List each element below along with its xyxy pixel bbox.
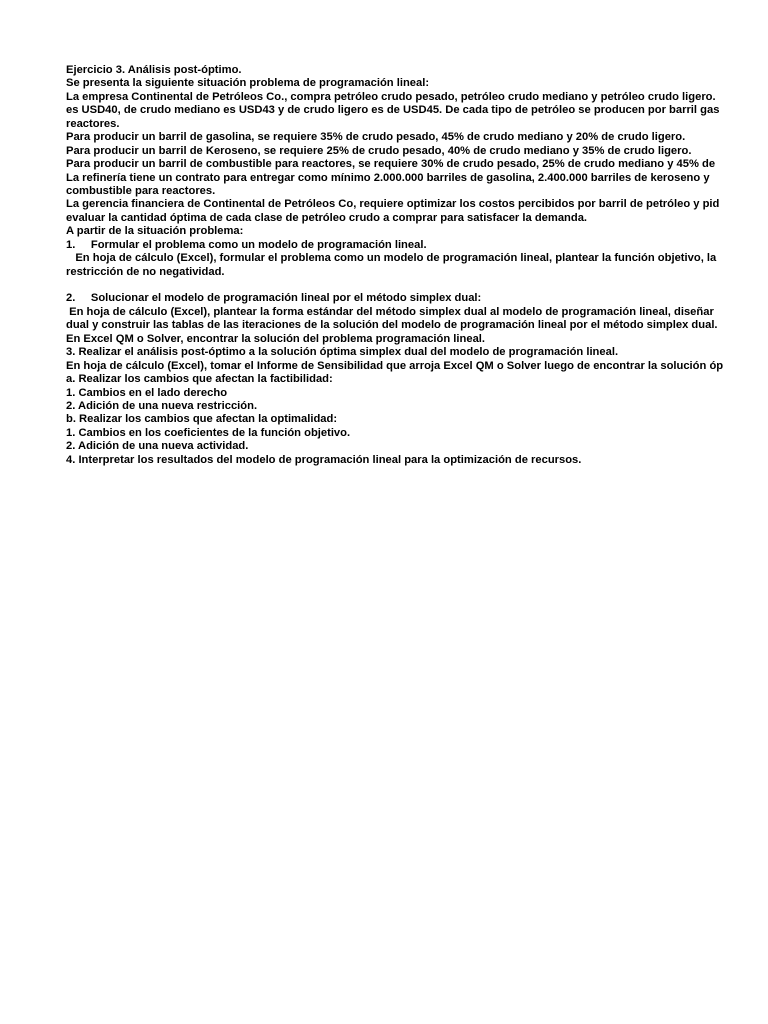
text-line: Para producir un barril de Keroseno, se requiere 25% de crudo pesado, 40% de crudo mediano y 35% de crudo ligero. bbox=[66, 144, 692, 157]
text-line: Para producir un barril de gasolina, se requiere 35% de crudo pesado, 45% de crudo mediano y 20% de crudo ligero. bbox=[66, 131, 686, 144]
list-item: 4. Interpretar los resultados del modelo de programación lineal para la optimización de recursos. bbox=[66, 453, 582, 466]
list-item: 1. Cambios en los coeficientes de la función objetivo. bbox=[66, 426, 351, 439]
blank-line bbox=[66, 279, 768, 292]
text-line: Se presenta la siguiente situación problema de programación lineal: bbox=[66, 77, 430, 90]
text-line: En Excel QM o Solver, encontrar la solución del problema programación lineal. bbox=[66, 332, 486, 345]
document-text bbox=[66, 64, 768, 467]
text-line: reactores. bbox=[66, 117, 120, 130]
text-line: restricción de no negatividad. bbox=[66, 265, 225, 278]
list-item: 3. Realizar el análisis post-óptimo a la solución óptima simplex dual del modelo de programación lineal. bbox=[66, 346, 619, 359]
text-line: En hoja de cálculo (Excel), tomar el Informe de Sensibilidad que arroja Excel QM o Solver luego de encontrar la solución óp bbox=[66, 359, 724, 372]
text-line: La empresa Continental de Petróleos Co., compra petróleo crudo pesado, petróleo crudo mediano y petróleo crudo ligero. bbox=[66, 90, 716, 103]
text-line: La refinería tiene un contrato para entregar como mínimo 2.000.000 barriles de gasolina, 2.400.000 barriles de keroseno y bbox=[66, 171, 710, 184]
text-line: combustible para reactores. bbox=[66, 184, 216, 197]
exercise-title: Ejercicio 3. Análisis post-óptimo. bbox=[66, 64, 242, 76]
text-line: En hoja de cálculo (Excel), formular el problema como un modelo de programación lineal, plantear la función objetivo, la bbox=[66, 252, 717, 265]
list-item: a. Realizar los cambios que afectan la factibilidad: bbox=[66, 373, 333, 386]
text-line: La gerencia financiera de Continental de Petróleos Co, requiere optimizar los costos percibidos por barril de petróleo y pid bbox=[66, 198, 720, 211]
list-item: b. Realizar los cambios que afectan la optimalidad: bbox=[66, 413, 338, 426]
text-line: es USD40, de crudo mediano es USD43 y de crudo ligero es de USD45. De cada tipo de petróleo se producen por barril gas bbox=[66, 104, 720, 117]
text-line: dual y construir las tablas de las iteraciones de la solución del modelo de programación lineal por el método simplex dual. bbox=[66, 319, 718, 332]
list-item: 1. Formular el problema como un modelo de programación lineal. bbox=[66, 238, 427, 251]
list-item: 1. Cambios en el lado derecho bbox=[66, 386, 228, 399]
text-line: Para producir un barril de combustible para reactores, se requiere 30% de crudo pesado, 25% de crudo mediano y 45% de bbox=[66, 158, 716, 171]
list-item: 2. Adición de una nueva restricción. bbox=[66, 399, 258, 412]
list-item: 2. Solucionar el modelo de programación lineal por el método simplex dual: bbox=[66, 292, 482, 305]
text-line: En hoja de cálculo (Excel), plantear la forma estándar del método simplex dual al modelo de programación lineal, diseñar bbox=[66, 305, 714, 318]
text-line: evaluar la cantidad óptima de cada clase de petróleo crudo a comprar para satisfacer la demanda. bbox=[66, 211, 588, 224]
text-line: A partir de la situación problema: bbox=[66, 225, 244, 238]
list-item: 2. Adición de una nueva actividad. bbox=[66, 440, 249, 453]
